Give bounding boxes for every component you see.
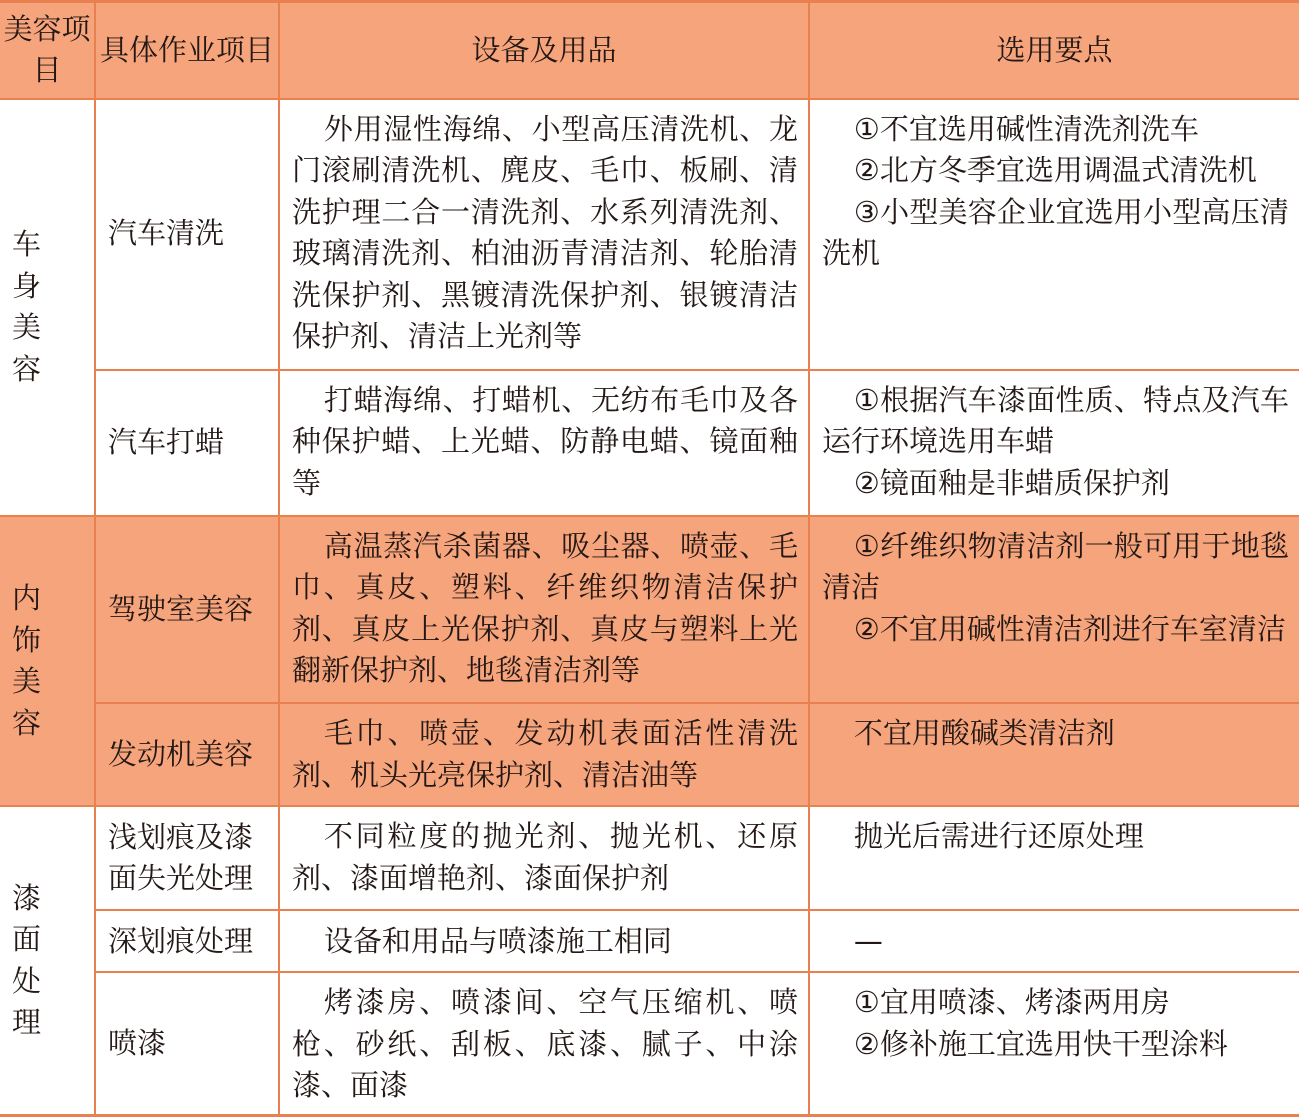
point-item: ①不宜选用碱性清洗剂洗车 [853, 111, 1199, 146]
equipment-cell: 打蜡海绵、打蜡机、无纺布毛巾及各种保护蜡、上光蜡、防静电蜡、镜面釉等 [279, 370, 809, 516]
point-item: ②镜面釉是非蜡质保护剂 [853, 465, 1170, 500]
point-item: ①宜用喷漆、烤漆两用房 [853, 985, 1170, 1020]
points-cell [809, 806, 1299, 910]
equipment-cell: 外用湿性海绵、小型高压清洗机、龙门滚刷清洗机、麂皮、毛巾、板刷、清洗护理二合一清洗剂、水系列清洗剂、玻璃清洗剂、柏油沥青清洁剂、轮胎清洗保护剂、黑镀清洗保护剂、银镀清洁保护剂、清洁上光剂等 [279, 99, 809, 370]
category-cell: 车身美容 [0, 99, 95, 516]
header-points: 选用要点 [809, 2, 1299, 99]
point-item: ②修补施工宜选用快干型涂料 [853, 1026, 1228, 1061]
table-row [0, 370, 1299, 516]
task-cell: 驾驶室美容 [95, 516, 279, 703]
table-row [0, 516, 1299, 703]
point-item: 不宜用酸碱类清洁剂 [853, 716, 1115, 751]
equipment-cell: 设备和用品与喷漆施工相同 [279, 910, 809, 972]
points-cell [809, 910, 1299, 972]
equipment-cell: 不同粒度的抛光剂、抛光机、还原剂、漆面增艳剂、漆面保护剂 [279, 806, 809, 910]
point-item: ①根据汽车漆面性质、特点及汽车运行环境选用车蜡 [822, 382, 1289, 459]
equipment-cell: 烤漆房、喷漆间、空气压缩机、喷枪、砂纸、刮板、底漆、腻子、中涂漆、面漆 [279, 972, 809, 1115]
points-cell [809, 516, 1299, 703]
point-item: ②北方冬季宜选用调温式清洗机 [853, 153, 1257, 188]
header-category: 美容项目 [0, 2, 95, 99]
table-row [0, 972, 1299, 1115]
task-cell: 汽车清洗 [95, 99, 279, 370]
header-task: 具体作业项目 [95, 2, 279, 99]
points-cell [809, 99, 1299, 370]
task-cell: 发动机美容 [95, 703, 279, 806]
table-row [0, 703, 1299, 806]
point-item: ③小型美容企业宜选用小型高压清洗机 [822, 194, 1289, 271]
point-item: 抛光后需进行还原处理 [853, 819, 1144, 854]
task-cell: 喷漆 [95, 972, 279, 1115]
points-cell [809, 972, 1299, 1115]
equipment-cell: 毛巾、喷壶、发动机表面活性清洗剂、机头光亮保护剂、清洁油等 [279, 703, 809, 806]
point-item: ①纤维织物清洁剂一般可用于地毯清洁 [822, 528, 1289, 605]
points-cell [809, 370, 1299, 516]
table-row [0, 99, 1299, 370]
header-equipment: 设备及用品 [279, 2, 809, 99]
table-row [0, 910, 1299, 972]
category-cell: 漆面处理 [0, 806, 95, 1115]
category-cell: 内饰美容 [0, 516, 95, 806]
points-cell [809, 703, 1299, 806]
table-header-row [0, 2, 1299, 99]
task-cell: 深划痕处理 [95, 910, 279, 972]
equipment-cell: 高温蒸汽杀菌器、吸尘器、喷壶、毛巾、真皮、塑料、纤维织物清洁保护剂、真皮上光保护剂、真皮与塑料上光翻新保护剂、地毯清洁剂等 [279, 516, 809, 703]
task-cell: 浅划痕及漆面失光处理 [95, 806, 279, 910]
table-row [0, 806, 1299, 910]
point-item: ②不宜用碱性清洁剂进行车室清洁 [853, 611, 1286, 646]
task-cell: 汽车打蜡 [95, 370, 279, 516]
point-item: — [853, 923, 883, 958]
